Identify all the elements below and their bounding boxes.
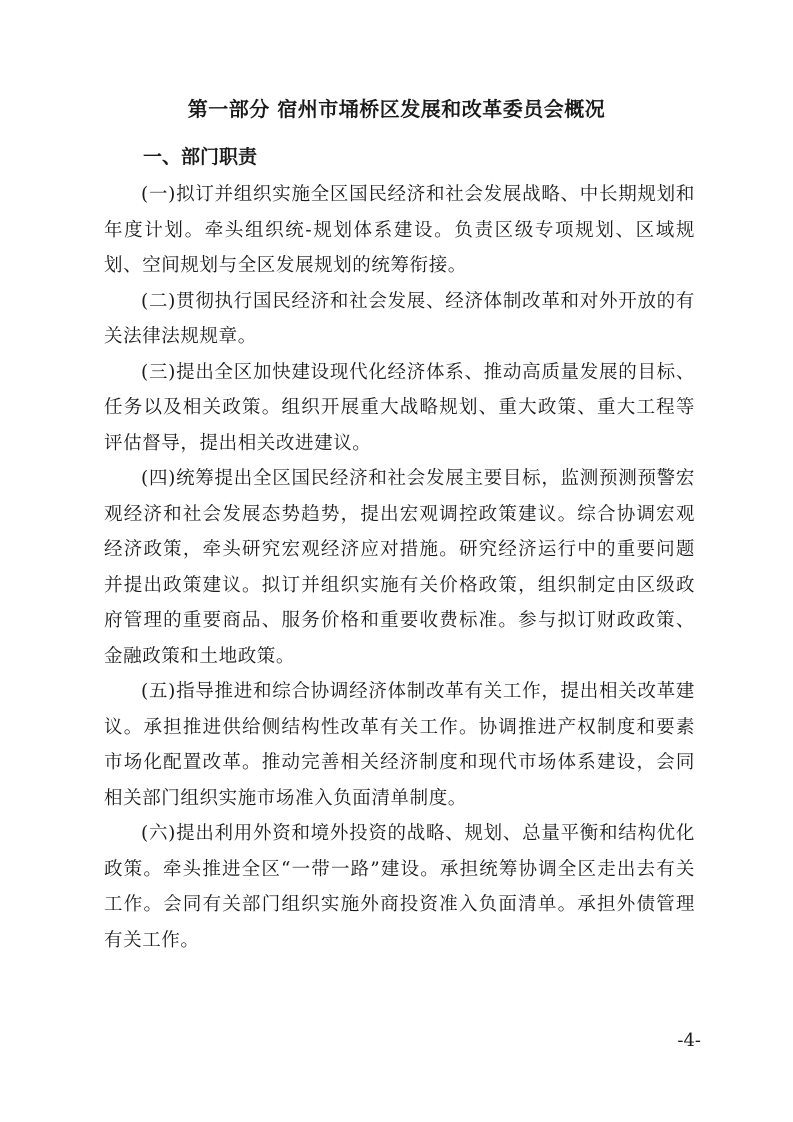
paragraph-duty-2: (二)贯彻执行国民经济和社会发展、经济体制改革和对外开放的有关法律法规规章。 xyxy=(104,290,695,347)
body-text xyxy=(104,177,695,958)
paragraph-duty-6: (六)提出利用外资和境外投资的战略、规划、总量平衡和结构优化政策。牵头推进全区“一带一路”建设。承担统筹协调全区走出去有关工作。会同有关部门组织实施外商投资准入负面清单。承担外债管理有关工作。 xyxy=(104,823,695,951)
paragraph-duty-5: (五)指导推进和综合协调经济体制改革有关工作，提出相关改革建议。承担推进供给侧结构性改革有关工作。协调推进产权制度和要素市场化配置改革。推动完善相关经济制度和现代市场体系建设，会同相关部门组织实施市场准入负面清单制度。 xyxy=(104,681,695,809)
section-heading: 一、部门职责 xyxy=(143,146,258,168)
paragraph-duty-4: (四)统筹提出全区国民经济和社会发展主要目标，监测预测预警宏观经济和社会发展态势趋势，提出宏观调控政策建议。综合协调宏观经济政策，牵头研究宏观经济应对措施。研究经济运行中的重要问题并提出政策建议。拟订并组织实施有关价格政策，组织制定由区级政府管理的重要商品、服务价格和重要收费标准。参与拟订财政政策、金融政策和土地政策。 xyxy=(104,468,695,667)
paragraph-duty-3: (三)提出全区加快建设现代化经济体系、推动高质量发展的目标、任务以及相关政策。组织开展重大战略规划、重大政策、重大工程等评估督导，提出相关改进建议。 xyxy=(104,361,695,454)
page-number: -4- xyxy=(677,1030,701,1051)
paragraph-duty-1: (一)拟订并组织实施全区国民经济和社会发展战略、中长期规划和年度计划。牵头组织统-规划体系建设。负责区级专项规划、区域规划、空间规划与全区发展规划的统筹衔接。 xyxy=(104,184,695,276)
page-title: 第一部分 宿州市埇桥区发展和改革委员会概况 xyxy=(187,97,606,121)
